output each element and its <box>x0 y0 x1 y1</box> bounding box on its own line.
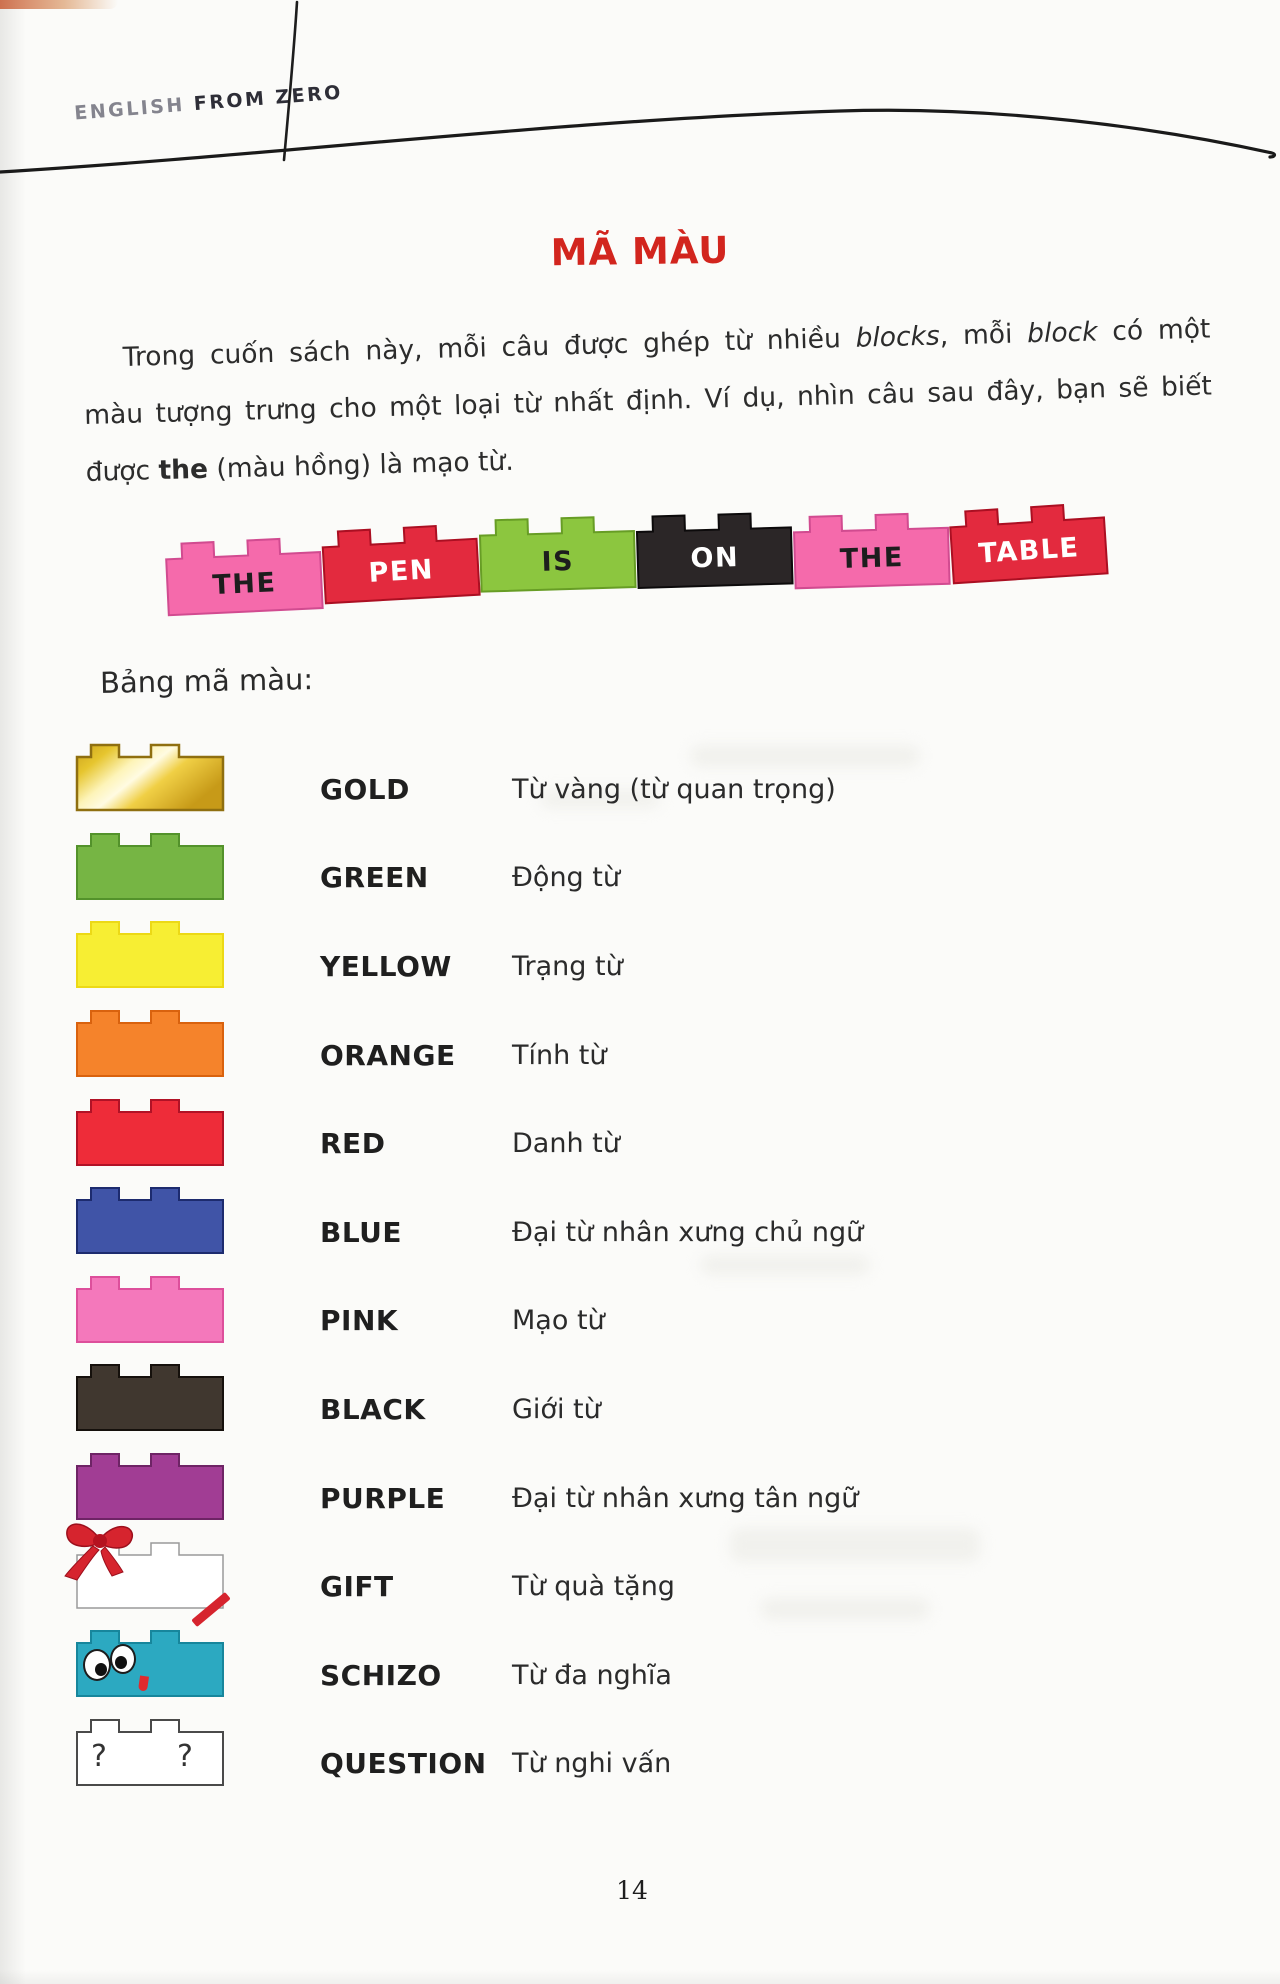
color-table-heading: Bảng mã màu: <box>99 662 314 700</box>
sentence-brick-label: TABLE <box>977 531 1081 570</box>
gift-bow-icon <box>59 1514 143 1588</box>
color-row-gold <box>75 733 1215 822</box>
color-brick <box>75 919 225 989</box>
color-row-purple <box>75 1442 1215 1531</box>
color-brick <box>75 1362 225 1432</box>
eye-icon <box>110 1644 136 1674</box>
color-row-yellow <box>75 910 1215 999</box>
color-name-label: YELLOW <box>320 949 452 983</box>
brick-decoration <box>75 1185 225 1255</box>
sentence-brick-label: THE <box>839 541 905 575</box>
color-row-red <box>75 1087 1215 1176</box>
brick-decoration <box>75 831 225 901</box>
example-sentence-bricks <box>164 502 1108 608</box>
scan-edge-shadow <box>0 1970 1280 1984</box>
scan-edge-shadow <box>0 0 26 1984</box>
intro-paragraph <box>82 300 1214 500</box>
brick-decoration <box>75 1008 225 1078</box>
color-description: Trạng từ <box>512 950 623 982</box>
sentence-brick-the <box>791 510 951 593</box>
sentence-brick-on <box>634 509 794 592</box>
brick-decoration <box>75 919 225 989</box>
sentence-brick-label: THE <box>211 566 278 601</box>
question-mark: ? <box>91 1738 107 1774</box>
color-brick <box>75 1628 225 1698</box>
color-description: Động từ <box>512 862 620 894</box>
color-name-label: BLACK <box>320 1392 426 1426</box>
googly-eyes-icon <box>83 1644 143 1694</box>
color-name-label: BLUE <box>320 1215 403 1249</box>
page-title: MÃ MÀU <box>550 228 730 275</box>
brick-decoration <box>75 1097 225 1167</box>
sentence-brick-the <box>163 534 324 619</box>
color-brick <box>75 1274 225 1344</box>
color-name-label: GIFT <box>320 1570 394 1604</box>
color-brick <box>75 831 225 901</box>
sentence-brick-is <box>477 513 637 596</box>
sentence-brick-table <box>947 499 1110 587</box>
paragraph-line: Trong cuốn sách này, mỗi câu được ghép từ nhiều blocks, mỗi block có một <box>122 313 1211 373</box>
color-row-blue <box>75 1176 1215 1265</box>
color-brick <box>75 1451 225 1521</box>
brick-decoration <box>75 1362 225 1432</box>
color-description: Mạo từ <box>512 1305 605 1337</box>
paragraph-line: được the (màu hồng) là mạo từ. <box>85 445 515 488</box>
brick-decoration <box>75 1451 225 1521</box>
color-description: Danh từ <box>512 1128 620 1160</box>
brand-english: ENGLISH <box>73 93 186 125</box>
color-brick <box>75 1717 225 1787</box>
color-brick <box>75 1185 225 1255</box>
color-description: Đại từ nhân xưng chủ ngữ <box>512 1216 864 1248</box>
sentence-brick-pen <box>320 521 482 608</box>
question-mark: ? <box>177 1738 193 1774</box>
color-name-label: SCHIZO <box>320 1658 442 1692</box>
header-divider-lines <box>0 0 1280 240</box>
color-name-label: PURPLE <box>320 1481 446 1515</box>
color-row-pink <box>75 1265 1215 1354</box>
color-description: Tính từ <box>512 1039 607 1071</box>
page-number: 14 <box>616 1876 648 1905</box>
eye-icon <box>83 1649 111 1681</box>
tongue-icon <box>138 1676 149 1692</box>
color-row-green <box>75 822 1215 911</box>
color-row-black <box>75 1353 1215 1442</box>
color-brick <box>75 1008 225 1078</box>
brick-decoration <box>75 742 225 812</box>
brick-decoration <box>75 1717 225 1787</box>
brick-decoration <box>75 1274 225 1344</box>
color-name-label: PINK <box>320 1304 399 1338</box>
color-brick <box>75 1097 225 1167</box>
color-name-label: QUESTION <box>320 1747 487 1781</box>
brick-decoration <box>75 1628 225 1698</box>
brand-from-zero: FROM ZERO <box>193 81 344 116</box>
color-name-label: ORANGE <box>320 1038 456 1072</box>
paragraph-line: màu tượng trưng cho một loại từ nhất định. Ví dụ, nhìn câu sau đây, bạn sẽ biết <box>83 370 1213 431</box>
color-name-label: RED <box>320 1127 386 1161</box>
color-brick <box>75 742 225 812</box>
color-description: Từ quà tặng <box>512 1571 675 1603</box>
color-description: Đại từ nhân xưng tân ngữ <box>512 1482 859 1514</box>
color-row-question <box>75 1708 1215 1797</box>
color-description: Từ đa nghĩa <box>512 1659 672 1691</box>
color-description: Từ nghi vấn <box>512 1748 672 1780</box>
color-row-gift <box>75 1530 1215 1619</box>
color-row-schizo <box>75 1619 1215 1708</box>
color-description: Giới từ <box>512 1393 601 1425</box>
color-code-table <box>75 733 1215 1796</box>
brick-decoration <box>75 1540 225 1610</box>
color-name-label: GREEN <box>320 861 429 895</box>
color-name-label: GOLD <box>320 772 410 806</box>
sentence-brick-label: ON <box>690 541 740 574</box>
color-row-orange <box>75 999 1215 1088</box>
color-brick <box>75 1540 225 1610</box>
color-description: Từ vàng (từ quan trọng) <box>512 773 836 805</box>
sentence-brick-label: IS <box>541 545 575 578</box>
sentence-brick-label: PEN <box>367 553 435 589</box>
